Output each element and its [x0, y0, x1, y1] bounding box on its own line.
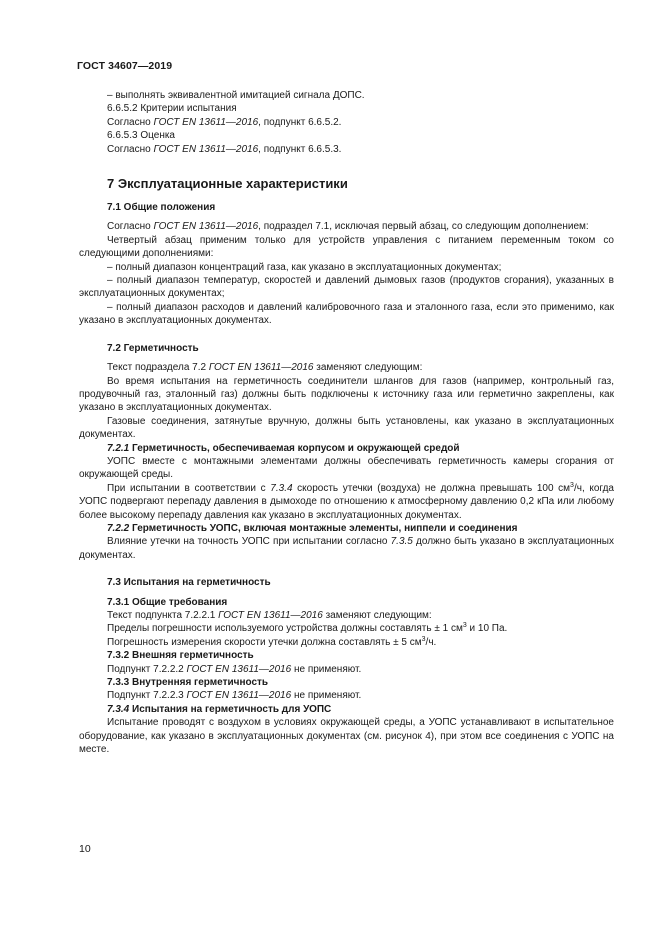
paragraph: При испытании в соответствии с 7.3.4 скорость утечки (воздуха) не должна превышать 100 $см^3/ч$, когда УОПС подвергают перепаду давления в дымоходе по отношению к атмосферному давлению 0,2 кПа или любому более высокому перепаду давления как указано в эксплуатационных документах. [79, 481, 614, 521]
subsection-heading: 7.3 Испытания на герметичность [107, 577, 271, 589]
section-heading: 7 Эксплуатационные характеристики [107, 176, 348, 192]
paragraph: Согласно ГОСТ EN 13611—2016, подраздел 7.1, исключая первый абзац, со следующим дополнением: [107, 221, 589, 233]
list-item: – полный диапазон концентраций газа, как указано в эксплуатационных документах; [107, 261, 502, 273]
paragraph: Подпункт 7.2.2.2 ГОСТ EN 13611—2016 не применяют. [107, 663, 362, 675]
paragraph: Пределы погрешности используемого устройства должны составлять ± 1 $см^3$ и 10 Па. [107, 622, 508, 635]
list-item: – полный диапазон температур, скоростей и давлений дымовых газов (продуктов сгорания), указанных в эксплуатационных документах; [79, 275, 614, 300]
reference: ГОСТ EN 13611—2016 [153, 143, 259, 155]
subclause-heading: 6.6.5.2 Критерии испытания [107, 103, 237, 115]
clause-heading: 7.3.1 Общие требования [107, 596, 228, 608]
page-body [79, 89, 614, 756]
clause-heading: 7.2.2 Герметичность УОПС, включая монтажные элементы, ниппели и соединения [107, 522, 518, 534]
paragraph: Влияние утечки на точность УОПС при испытании согласно 7.3.5 должно быть указано в эксплуатационных документах. [79, 536, 614, 561]
paragraph: Газовые соединения, затянутые вручную, должны быть установлены, как указано в эксплуатационных документах. [79, 415, 614, 441]
clause-heading: 7.3.2 Внешняя герметичность [107, 650, 254, 662]
paragraph: УОПС вместе с монтажными элементами должны обеспечивать герметичность камеры сгорания от окружающей среды. [79, 455, 614, 481]
subsection-heading: 7.1 Общие положения [107, 202, 216, 214]
reference: ГОСТ EN 13611—2016 [153, 116, 259, 128]
list-item: – полный диапазон расходов и давлений калибровочного газа и эталонного газа, если это применимо, как указано в эксплуатационных документах. [79, 301, 614, 327]
reference: ГОСТ EN 13611—2016 [218, 610, 323, 621]
paragraph: Подпункт 7.2.2.3 ГОСТ EN 13611—2016 не применяют. [107, 690, 362, 702]
clause-heading: 7.3.3 Внутренняя герметичность [107, 677, 269, 689]
page-number: 10 [79, 843, 91, 855]
list-item: – выполнять эквивалентной имитацией сигнала ДОПС. [107, 90, 365, 101]
paragraph: Погрешность измерения скорости утечки должна составлять ± 5 $см^3/ч$. [107, 635, 437, 648]
subclause-heading: 6.6.5.3 Оценка [107, 130, 175, 142]
paragraph: Текст подпункта 7.2.2.1 ГОСТ EN 13611—2016 заменяют следующим: [107, 610, 432, 621]
paragraph: Четвертый абзац применим только для устройств управления с питанием переменным током со следующими дополнениями: [79, 234, 614, 260]
reference: ГОСТ EN 13611—2016 [186, 690, 292, 702]
reference: ГОСТ EN 13611—2016 [153, 221, 259, 233]
reference: ГОСТ EN 13611—2016 [186, 663, 292, 675]
subsection-heading: 7.2 Герметичность [107, 342, 199, 354]
reference: ГОСТ EN 13611—2016 [208, 362, 314, 374]
clause-heading: 7.2.1 Герметичность, обеспечиваемая корпусом и окружающей средой [107, 442, 460, 454]
reference: 7.3.4 [270, 482, 293, 494]
reference: 7.3.5 [390, 536, 413, 548]
paragraph: Согласно ГОСТ EN 13611—2016, подпункт 6.6.5.2. [107, 116, 342, 128]
paragraph: Во время испытания на герметичность соединители шлангов для газов (например, контрольный газ, продувочный газ, эталонный газ) должны быть подключены к источнику газа или герметично закреплены, как указано в эксплуатационных документах. [79, 375, 614, 414]
paragraph: Текст подраздела 7.2 ГОСТ EN 13611—2016 заменяют следующим: [107, 362, 423, 374]
paragraph: Испытание проводят с воздухом в условиях окружающей среды, а УОПС устанавливают в испытательное оборудование, как указано в эксплуатационных документах (см. рисунок 4), при этом все соединения с УОПС на месте. [79, 717, 614, 756]
paragraph: Согласно ГОСТ EN 13611—2016, подпункт 6.6.5.3. [107, 143, 342, 155]
clause-heading: 7.3.4 Испытания на герметичность для УОПС [107, 703, 332, 715]
document-header: ГОСТ 34607—2019 [77, 60, 173, 72]
